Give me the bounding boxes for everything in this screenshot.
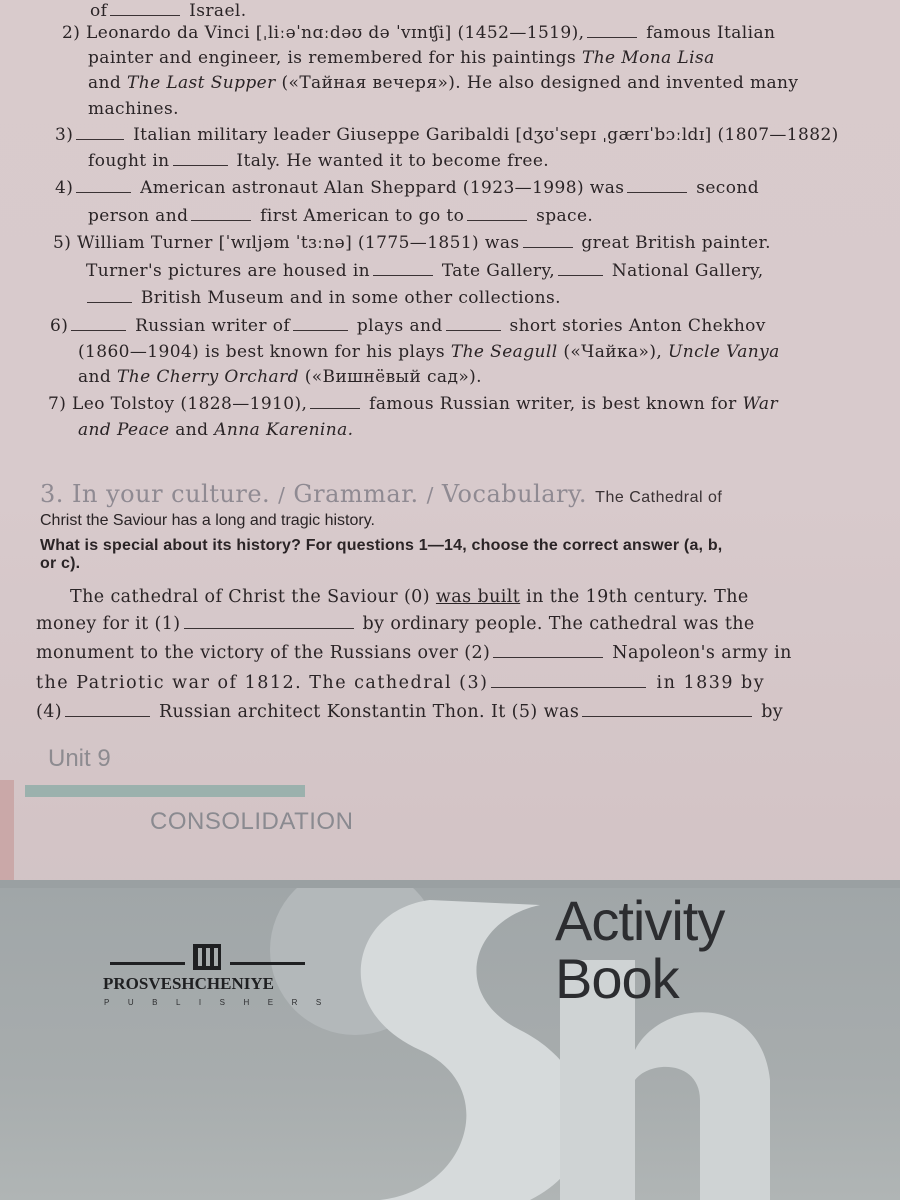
- text-line: of Israel.: [90, 1, 247, 21]
- example-answer: was built: [435, 587, 521, 607]
- section-intro: Christ the Saviour has a long and tragic history.: [40, 512, 375, 529]
- text-line: the Patriotic war of 1812. The cathedral (3) in 1839 by: [36, 673, 766, 693]
- text-line: 6) Russian writer of plays and short stories Anton Chekhov: [50, 316, 766, 336]
- text-line: 2) Leonardo da Vinci [ˌliːəˈnɑːdəʊ də ˈvɪnʧi] (1452—1519), famous Italian: [62, 23, 776, 43]
- text-line: 5) William Turner [ˈwɪljəm ˈtɜːnə] (1775—1851) was great British painter.: [53, 233, 771, 253]
- section-question: or c).: [40, 555, 81, 572]
- text-line: monument to the victory of the Russians over (2) Napoleon's army in: [36, 643, 792, 663]
- text-line: money for it (1) by ordinary people. The cathedral was the: [36, 614, 755, 634]
- text-line: person and first American to go to space.: [88, 206, 594, 226]
- text-line: and The Cherry Orchard («Вишнёвый сад»).: [78, 367, 482, 387]
- text-line: 7) Leo Tolstoy (1828—1910), famous Russian writer, is best known for War: [48, 394, 778, 414]
- page-edge-tab: [0, 780, 14, 880]
- text-line: machines.: [88, 99, 179, 119]
- cover-graphic: [0, 880, 900, 1200]
- text-line: and The Last Supper («Тайная вечеря»). He also designed and invented many: [88, 73, 799, 93]
- book-logo-icon: [110, 942, 305, 972]
- text-line: (1860—1904) is best known for his plays The Seagull («Чайка»), Uncle Vanya: [78, 342, 780, 362]
- text-line: British Museum and in some other collections.: [84, 287, 561, 309]
- text-line: (4) Russian architect Konstantin Thon. It (5) was by: [36, 702, 784, 722]
- activity-book-cover: [0, 880, 900, 1200]
- consolidation-label: CONSOLIDATION: [150, 808, 354, 835]
- text-line: fought in Italy. He wanted it to become free.: [88, 151, 550, 171]
- text-line: The cathedral of Christ the Saviour (0) was built in the 19th century. The: [70, 587, 749, 607]
- text-line: painter and engineer, is remembered for his paintings The Mona Lisa: [88, 48, 715, 68]
- text-line: 3) Italian military leader Giuseppe Garibaldi [dʒʊˈsepɪ ˌgærɪˈbɔːldɪ] (1807—1882): [55, 125, 839, 145]
- publisher-subtitle: PUBLISHERS: [104, 998, 340, 1007]
- text-line: and Peace and Anna Karenina.: [78, 420, 354, 440]
- section-question: What is special about its history? For questions 1—14, choose the correct answer (a, b,: [40, 537, 723, 554]
- text-line: 4) American astronaut Alan Sheppard (1923—1998) was second: [55, 178, 759, 198]
- unit-label: Unit 9: [48, 745, 111, 772]
- text-line: Turner's pictures are housed in Tate Gallery, National Gallery,: [86, 261, 764, 281]
- publisher-name: PROSVESHCHENIYE: [103, 974, 274, 993]
- cover-title: Activity Book: [555, 889, 725, 1010]
- section-heading: 3. In your culture. / Grammar. / Vocabulary. The Cathedral of: [40, 480, 723, 508]
- unit-divider-bar: [25, 785, 305, 797]
